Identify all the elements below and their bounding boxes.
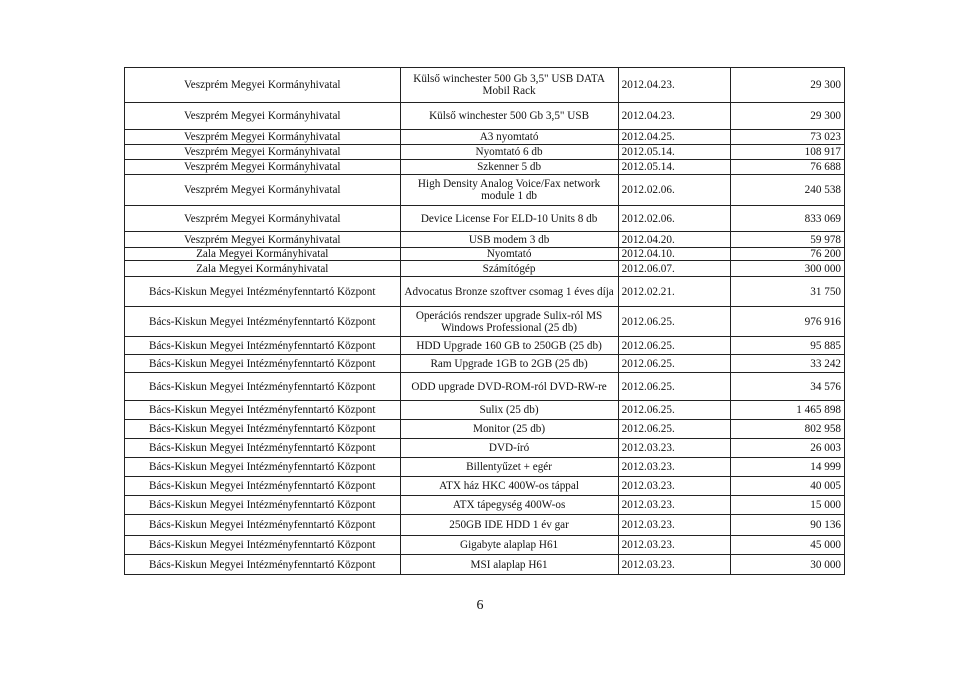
item-cell: Sulix (25 db) [400, 401, 618, 420]
amount-cell: 33 242 [731, 355, 845, 373]
date-cell: 2012.02.06. [618, 206, 731, 232]
item-cell: DVD-író [400, 439, 618, 458]
date-cell: 2012.03.23. [618, 515, 731, 536]
table-row [125, 515, 845, 536]
amount-cell: 15 000 [731, 496, 845, 515]
date-cell: 2012.03.23. [618, 477, 731, 496]
item-cell: MSI alaplap H61 [400, 555, 618, 575]
org-cell: Bács-Kiskun Megyei Intézményfenntartó Központ [125, 515, 401, 536]
org-cell: Bács-Kiskun Megyei Intézményfenntartó Központ [125, 555, 401, 575]
table-row [125, 307, 845, 337]
date-cell: 2012.03.23. [618, 496, 731, 515]
table-row [125, 401, 845, 420]
org-cell: Bács-Kiskun Megyei Intézményfenntartó Központ [125, 355, 401, 373]
amount-cell: 14 999 [731, 458, 845, 477]
org-cell: Veszprém Megyei Kormányhivatal [125, 232, 401, 248]
table-row [125, 496, 845, 515]
date-cell: 2012.04.10. [618, 248, 731, 261]
amount-cell: 31 750 [731, 277, 845, 307]
item-cell: A3 nyomtató [400, 130, 618, 145]
amount-cell: 73 023 [731, 130, 845, 145]
date-cell: 2012.05.14. [618, 145, 731, 160]
org-cell: Bács-Kiskun Megyei Intézményfenntartó Központ [125, 439, 401, 458]
amount-cell: 40 005 [731, 477, 845, 496]
org-cell: Zala Megyei Kormányhivatal [125, 248, 401, 261]
table-row [125, 248, 845, 261]
amount-cell: 76 688 [731, 160, 845, 175]
table-row [125, 175, 845, 206]
amount-cell: 90 136 [731, 515, 845, 536]
org-cell: Bács-Kiskun Megyei Intézményfenntartó Központ [125, 401, 401, 420]
org-cell: Bács-Kiskun Megyei Intézményfenntartó Központ [125, 420, 401, 439]
table-row [125, 103, 845, 130]
table-row [125, 337, 845, 355]
org-cell: Bács-Kiskun Megyei Intézményfenntartó Központ [125, 277, 401, 307]
amount-cell: 240 538 [731, 175, 845, 206]
item-cell: Ram Upgrade 1GB to 2GB (25 db) [400, 355, 618, 373]
item-cell: Gigabyte alaplap H61 [400, 536, 618, 555]
table-row [125, 130, 845, 145]
org-cell: Bács-Kiskun Megyei Intézményfenntartó Központ [125, 477, 401, 496]
date-cell: 2012.03.23. [618, 439, 731, 458]
table-row [125, 458, 845, 477]
amount-cell: 95 885 [731, 337, 845, 355]
date-cell: 2012.04.23. [618, 103, 731, 130]
table-row [125, 536, 845, 555]
item-cell: ATX tápegység 400W-os [400, 496, 618, 515]
item-cell: Nyomtató [400, 248, 618, 261]
org-cell: Veszprém Megyei Kormányhivatal [125, 145, 401, 160]
table-row [125, 555, 845, 575]
date-cell: 2012.06.25. [618, 307, 731, 337]
item-cell: Nyomtató 6 db [400, 145, 618, 160]
org-cell: Veszprém Megyei Kormányhivatal [125, 130, 401, 145]
item-cell: High Density Analog Voice/Fax network module 1 db [400, 175, 618, 206]
amount-cell: 59 978 [731, 232, 845, 248]
item-cell: ODD upgrade DVD-ROM-ról DVD-RW-re [400, 373, 618, 401]
org-cell: Bács-Kiskun Megyei Intézményfenntartó Központ [125, 536, 401, 555]
amount-cell: 802 958 [731, 420, 845, 439]
org-cell: Veszprém Megyei Kormányhivatal [125, 175, 401, 206]
amount-cell: 30 000 [731, 555, 845, 575]
date-cell: 2012.02.21. [618, 277, 731, 307]
item-cell: Külső winchester 500 Gb 3,5" USB DATA Mobil Rack [400, 68, 618, 103]
org-cell: Veszprém Megyei Kormányhivatal [125, 68, 401, 103]
item-cell: 250GB IDE HDD 1 év gar [400, 515, 618, 536]
date-cell: 2012.06.07. [618, 261, 731, 277]
table-row [125, 355, 845, 373]
org-cell: Veszprém Megyei Kormányhivatal [125, 160, 401, 175]
org-cell: Bács-Kiskun Megyei Intézményfenntartó Központ [125, 458, 401, 477]
amount-cell: 76 200 [731, 248, 845, 261]
item-cell: HDD Upgrade 160 GB to 250GB (25 db) [400, 337, 618, 355]
table-row [125, 261, 845, 277]
amount-cell: 108 917 [731, 145, 845, 160]
org-cell: Bács-Kiskun Megyei Intézményfenntartó Központ [125, 307, 401, 337]
item-cell: ATX ház HKC 400W-os táppal [400, 477, 618, 496]
amount-cell: 300 000 [731, 261, 845, 277]
item-cell: USB modem 3 db [400, 232, 618, 248]
date-cell: 2012.03.23. [618, 458, 731, 477]
amount-cell: 34 576 [731, 373, 845, 401]
item-cell: Külső winchester 500 Gb 3,5" USB [400, 103, 618, 130]
table-row [125, 420, 845, 439]
item-cell: Szkenner 5 db [400, 160, 618, 175]
date-cell: 2012.06.25. [618, 355, 731, 373]
table-row [125, 160, 845, 175]
table-row [125, 477, 845, 496]
table-row [125, 232, 845, 248]
date-cell: 2012.04.25. [618, 130, 731, 145]
amount-cell: 29 300 [731, 68, 845, 103]
amount-cell: 1 465 898 [731, 401, 845, 420]
item-cell: Számítógép [400, 261, 618, 277]
table-row [125, 439, 845, 458]
date-cell: 2012.06.25. [618, 420, 731, 439]
amount-cell: 833 069 [731, 206, 845, 232]
org-cell: Bács-Kiskun Megyei Intézményfenntartó Központ [125, 496, 401, 515]
table-row [125, 373, 845, 401]
date-cell: 2012.04.23. [618, 68, 731, 103]
amount-cell: 45 000 [731, 536, 845, 555]
date-cell: 2012.06.25. [618, 337, 731, 355]
date-cell: 2012.02.06. [618, 175, 731, 206]
amount-cell: 26 003 [731, 439, 845, 458]
item-cell: Operációs rendszer upgrade Sulix-ról MS Windows Professional (25 db) [400, 307, 618, 337]
org-cell: Bács-Kiskun Megyei Intézményfenntartó Központ [125, 373, 401, 401]
procurement-table [124, 67, 845, 575]
table-row [125, 68, 845, 103]
item-cell: Advocatus Bronze szoftver csomag 1 éves díja [400, 277, 618, 307]
item-cell: Device License For ELD-10 Units 8 db [400, 206, 618, 232]
org-cell: Veszprém Megyei Kormányhivatal [125, 206, 401, 232]
org-cell: Zala Megyei Kormányhivatal [125, 261, 401, 277]
item-cell: Billentyűzet + egér [400, 458, 618, 477]
table-row [125, 145, 845, 160]
date-cell: 2012.03.23. [618, 555, 731, 575]
item-cell: Monitor (25 db) [400, 420, 618, 439]
table-body [125, 68, 845, 575]
org-cell: Veszprém Megyei Kormányhivatal [125, 103, 401, 130]
date-cell: 2012.05.14. [618, 160, 731, 175]
amount-cell: 29 300 [731, 103, 845, 130]
date-cell: 2012.03.23. [618, 536, 731, 555]
table-row [125, 277, 845, 307]
date-cell: 2012.06.25. [618, 373, 731, 401]
amount-cell: 976 916 [731, 307, 845, 337]
page-number: 6 [476, 598, 484, 613]
table-row [125, 206, 845, 232]
date-cell: 2012.04.20. [618, 232, 731, 248]
org-cell: Bács-Kiskun Megyei Intézményfenntartó Központ [125, 337, 401, 355]
date-cell: 2012.06.25. [618, 401, 731, 420]
